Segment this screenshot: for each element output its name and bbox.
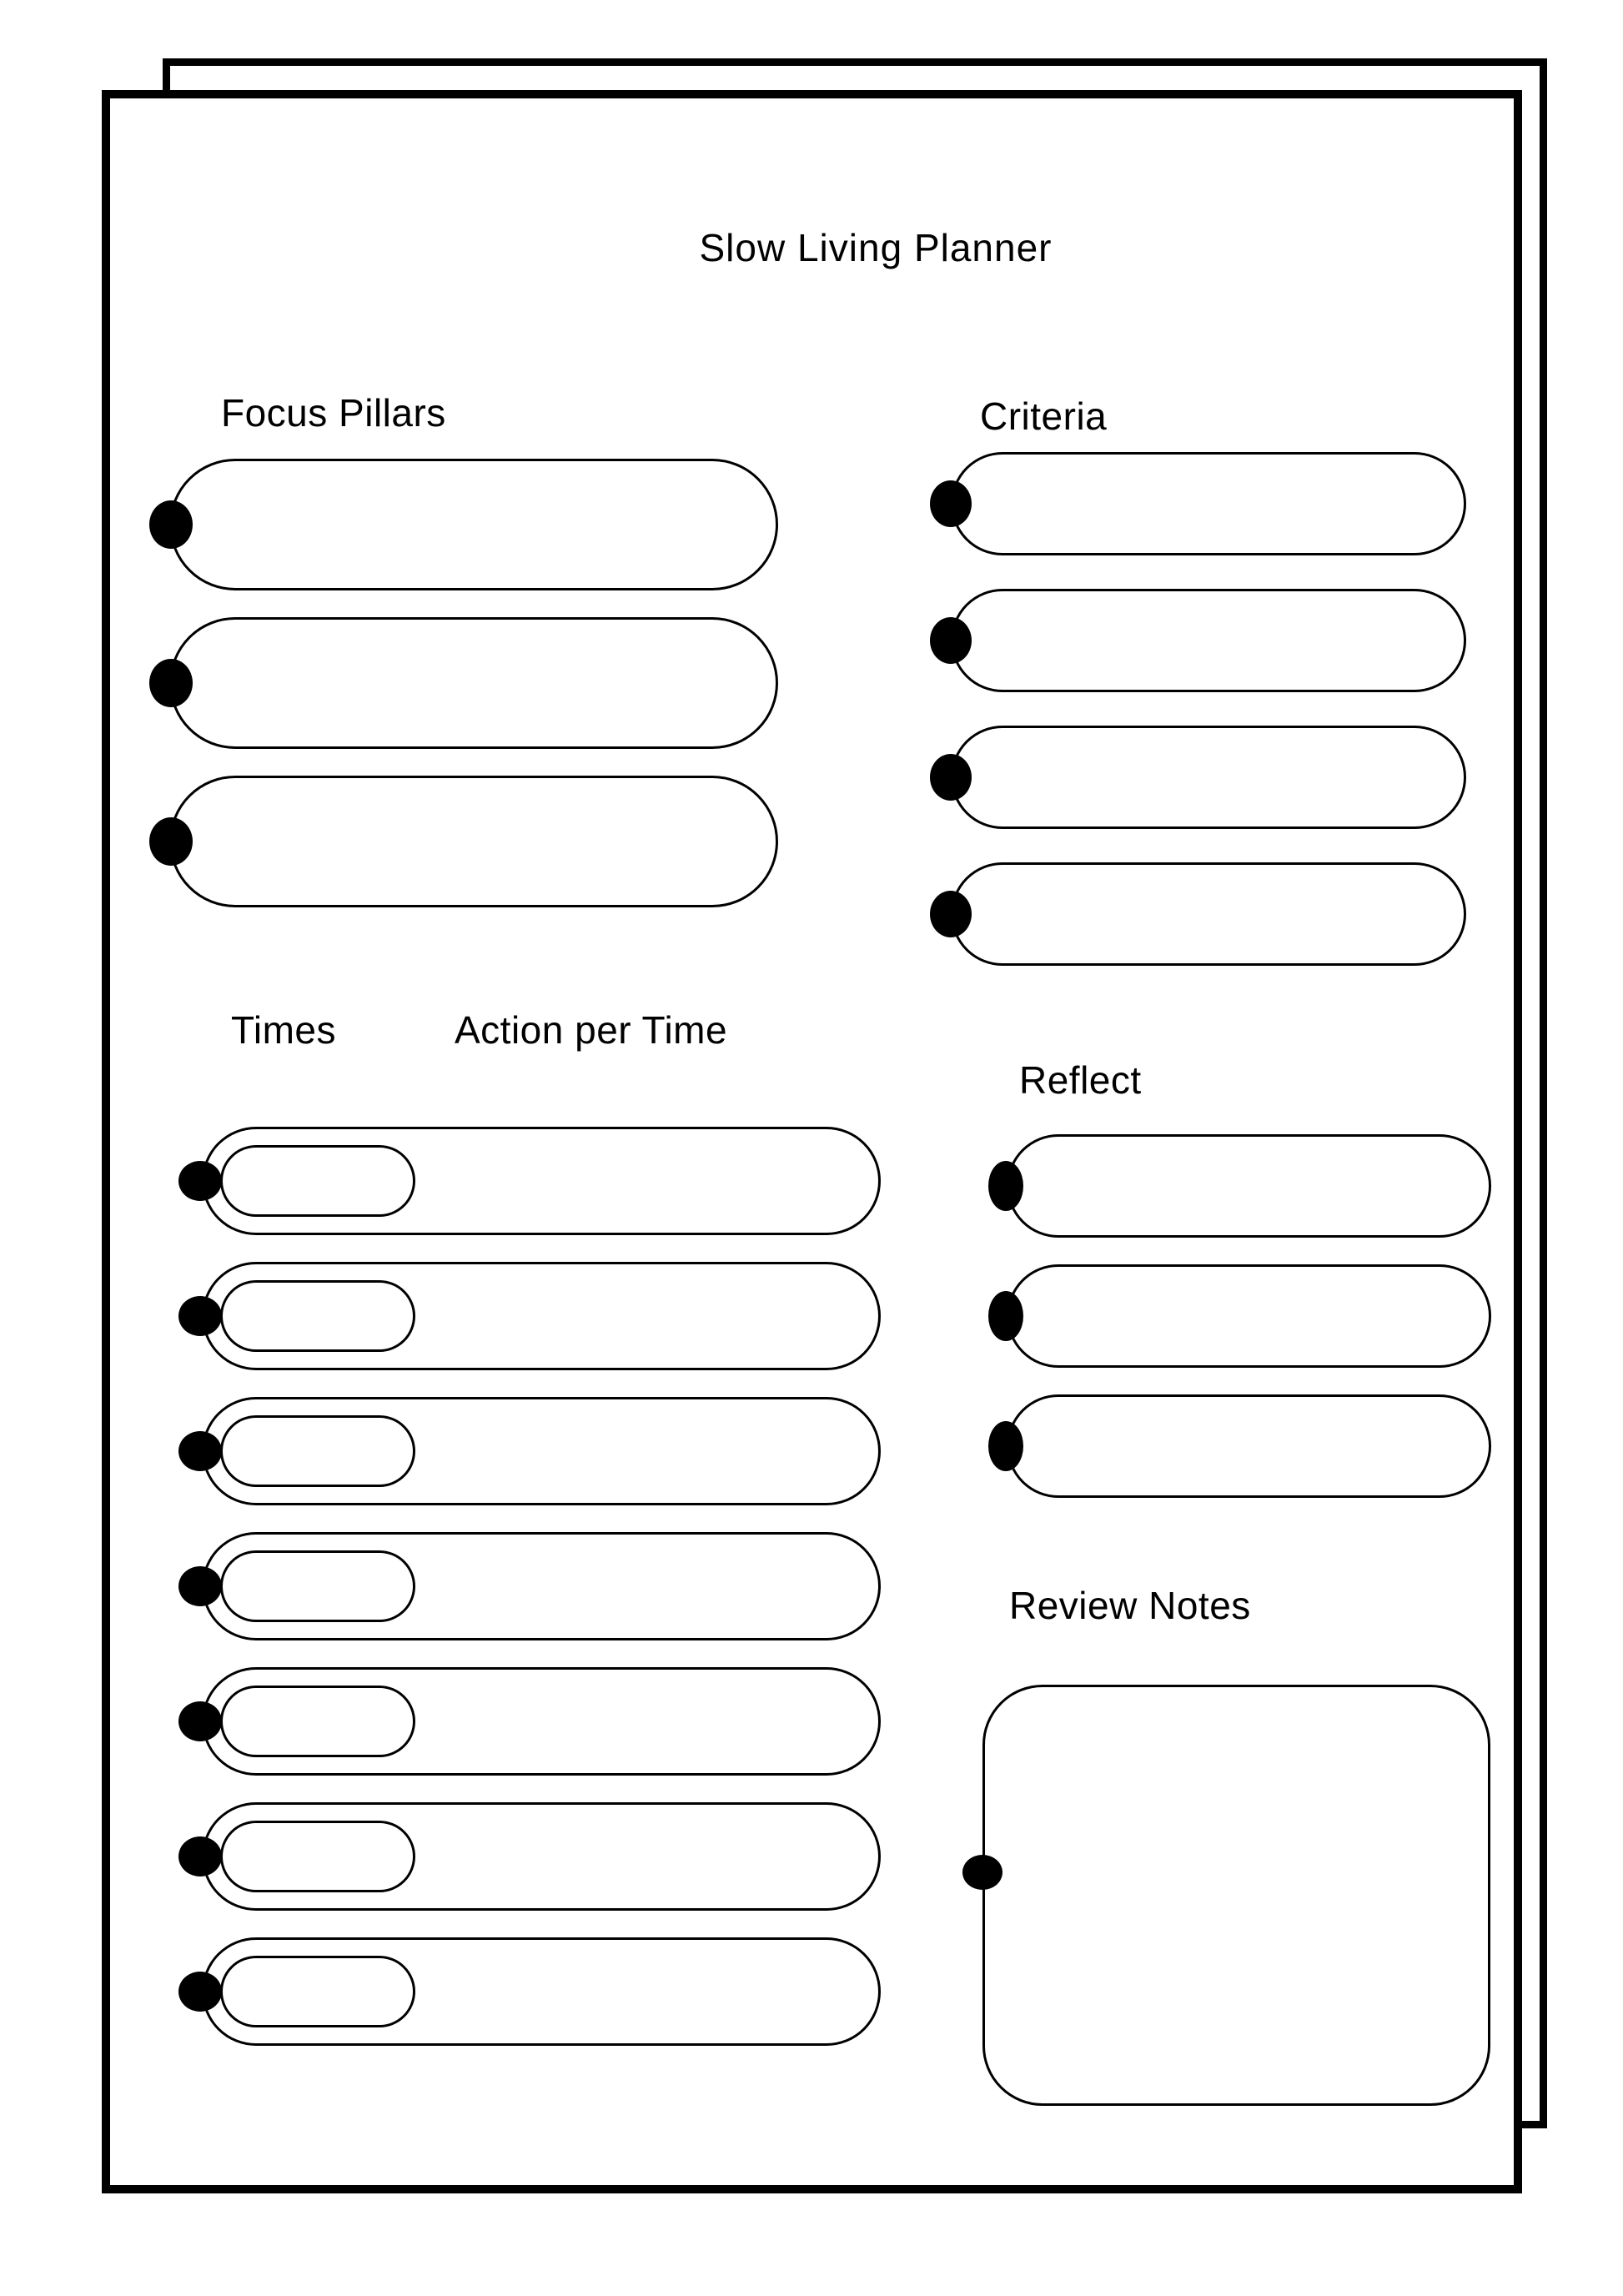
criteria-field[interactable] (951, 862, 1466, 966)
focus-pillars-heading: Focus Pillars (221, 391, 446, 435)
times-heading: Times (231, 1008, 337, 1052)
bullet-dot-icon (149, 500, 193, 549)
bullet-dot-icon (178, 1836, 222, 1876)
review-notes-heading: Review Notes (1009, 1584, 1251, 1627)
reflect-field[interactable] (1007, 1264, 1491, 1368)
bullet-dot-icon (988, 1161, 1023, 1211)
criteria-field[interactable] (951, 452, 1466, 555)
bullet-dot-icon (930, 480, 972, 527)
time-field[interactable] (220, 1821, 415, 1892)
review-notes-box[interactable] (982, 1685, 1490, 2106)
time-field[interactable] (220, 1550, 415, 1622)
action-per-time-heading: Action per Time (455, 1008, 728, 1052)
time-field[interactable] (220, 1415, 415, 1487)
criteria-field[interactable] (951, 589, 1466, 692)
bullet-dot-icon (178, 1161, 222, 1201)
time-field[interactable] (220, 1686, 415, 1757)
bullet-dot-icon (962, 1855, 1002, 1890)
bullet-dot-icon (988, 1421, 1023, 1471)
bullet-dot-icon (178, 1972, 222, 2012)
bullet-dot-icon (930, 891, 972, 937)
page-title: Slow Living Planner (699, 226, 1053, 269)
reflect-field[interactable] (1007, 1394, 1491, 1498)
bullet-dot-icon (178, 1701, 222, 1741)
time-field[interactable] (220, 1145, 415, 1217)
criteria-heading: Criteria (980, 394, 1108, 438)
bullet-dot-icon (149, 817, 193, 866)
focus-pillar-field[interactable] (169, 776, 778, 907)
bullet-dot-icon (178, 1431, 222, 1471)
criteria-field[interactable] (951, 726, 1466, 829)
focus-pillar-field[interactable] (169, 617, 778, 749)
reflect-heading: Reflect (1019, 1058, 1142, 1102)
bullet-dot-icon (178, 1566, 222, 1606)
bullet-dot-icon (149, 659, 193, 707)
bullet-dot-icon (178, 1296, 222, 1336)
bullet-dot-icon (988, 1291, 1023, 1341)
time-field[interactable] (220, 1956, 415, 2027)
reflect-field[interactable] (1007, 1134, 1491, 1238)
bullet-dot-icon (930, 617, 972, 664)
focus-pillar-field[interactable] (169, 459, 778, 590)
time-field[interactable] (220, 1280, 415, 1352)
bullet-dot-icon (930, 754, 972, 801)
